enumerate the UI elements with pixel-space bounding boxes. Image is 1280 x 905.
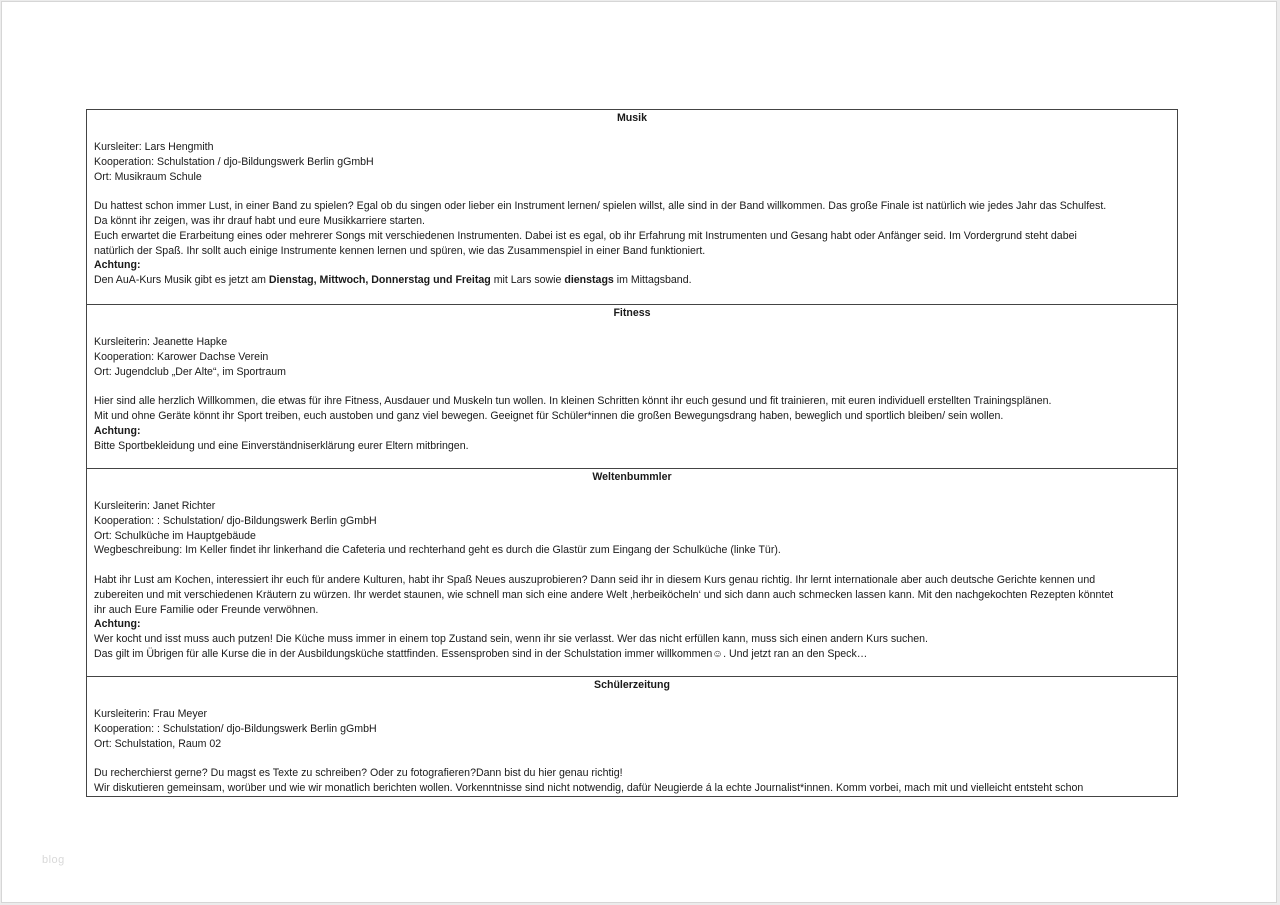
watermark: blog: [42, 854, 65, 866]
course-location: Ort: Jugendclub „Der Alte“, im Sportraum: [94, 365, 286, 378]
note-text: im Mittagsband.: [613, 274, 692, 287]
course-description: Du recherchierst gerne? Du magst es Texte zu schreiben? Oder zu fotografieren?Dann bist du hier genau richtig!: [94, 767, 623, 780]
course-note: [94, 273, 1170, 288]
course-leader: Kursleiter: Lars Hengmith: [94, 141, 214, 153]
course-cooperation: Kooperation: : Schulstation/ djo-Bildungswerk Berlin gGmbH: [94, 514, 377, 527]
section-title: Weltenbummler: [592, 471, 672, 483]
course-table: [86, 109, 1178, 797]
course-section-fitness: [87, 304, 1177, 468]
course-description: natürlich der Spaß. Ihr sollt auch einige Instrumente kennen lernen und spüren, wie das Zusammenspiel in einer Band funktioniert.: [94, 244, 706, 257]
note-day: dienstags: [564, 274, 614, 287]
attention-label: Achtung:: [94, 259, 141, 272]
course-leader: Kursleiterin: Jeanette Hapke: [94, 336, 228, 348]
course-leader: Kursleiterin: Janet Richter: [94, 500, 216, 512]
course-location: Ort: Schulküche im Hauptgebäude: [94, 529, 256, 542]
note-text: Den AuA-Kurs Musik gibt es jetzt am: [94, 274, 269, 287]
course-description: ihr auch Eure Familie oder Freunde verwöhnen.: [94, 603, 319, 616]
note-text: mit Lars sowie: [490, 274, 565, 287]
document-page: [1, 1, 1277, 903]
course-location: Ort: Musikraum Schule: [94, 170, 202, 183]
section-body: [87, 126, 1177, 295]
course-description: Hier sind alle herzlich Willkommen, die etwas für ihre Fitness, Ausdauer und Muskeln tun wollen. In kleinen Schritten könnt ihr euch gesund und fit trainieren, mit euren individuell erstellten Trainingsplänen.: [94, 395, 1052, 408]
course-description: Habt ihr Lust am Kochen, interessiert ihr euch für andere Kulturen, habt ihr Spaß Neues auszuprobieren? Dann seid ihr in diesem Kurs genau richtig. Ihr lernt internationale aber auch deutsche Gerichte kennen und: [94, 573, 1096, 586]
course-directions: Wegbeschreibung: Im Keller findet ihr linkerhand die Cafeteria und rechterhand geht es durch die Glastür zum Eingang der Schulküche (linke Tür).: [94, 544, 781, 557]
course-section-weltenbummler: [87, 468, 1177, 676]
section-title: Musik: [616, 112, 648, 124]
course-location: Ort: Schulstation, Raum 02: [94, 737, 222, 750]
section-title: Schülerzeitung: [594, 679, 670, 691]
course-note: Bitte Sportbekleidung und eine Einverständniserklärung eurer Eltern mitbringen.: [94, 439, 469, 452]
section-body: [87, 485, 1177, 669]
course-description: Euch erwartet die Erarbeitung eines oder mehrerer Songs mit verschiedenen Instrumenten. Dabei ist es egal, ob ihr Erfahrung mit Instrumenten und Gesang habt oder Anfänger seid. Im Vordergrund steht dabei: [94, 229, 1077, 242]
course-description: zubereiten und mit verschiedenen Kräutern zu würzen. Ihr werdet staunen, wie schnell man sich eine andere Welt ‚herbeiköcheln‘ und sich dann auch schmecken lassen kann. Mit den nachgekochten Rezepten könntet: [94, 588, 1114, 601]
course-section-schuelerzeitung: [87, 676, 1177, 796]
course-leader: Kursleiterin: Frau Meyer: [94, 708, 208, 720]
course-note: Wer kocht und isst muss auch putzen! Die Küche muss immer in einem top Zustand sein, wenn ihr sie verlasst. Wer das nicht erfüllen kann, muss sich einen andern Kurs suchen.: [94, 633, 928, 646]
attention-label: Achtung:: [94, 618, 141, 631]
course-cooperation: Kooperation: : Schulstation/ djo-Bildungswerk Berlin gGmbH: [94, 722, 377, 735]
course-description: Du hattest schon immer Lust, in einer Band zu spielen? Egal ob du singen oder lieber ein Instrument lernen/ spielen willst, alle sind in der Band willkommen. Das große Finale ist natürlich wie jedes Jahr das Schulfest.: [94, 200, 1107, 213]
course-description: Da könnt ihr zeigen, was ihr drauf habt und eure Musikkarriere starten.: [94, 214, 425, 227]
course-section-musik: [87, 110, 1177, 304]
section-title: Fitness: [613, 307, 651, 319]
course-cooperation: Kooperation: Schulstation / djo-Bildungswerk Berlin gGmbH: [94, 155, 374, 168]
course-description: Mit und ohne Geräte könnt ihr Sport treiben, euch austoben und ganz viel bewegen. Geeignet für Schüler*innen die großen Bewegungsdrang haben, beweglich und sportlich bleiben/ sein wollen.: [94, 409, 1004, 422]
attention-label: Achtung:: [94, 424, 141, 437]
note-days: Dienstag, Mittwoch, Donnerstag und Freitag: [268, 274, 491, 287]
section-body: [87, 693, 1177, 796]
course-cooperation: Kooperation: Karower Dachse Verein: [94, 350, 269, 363]
course-description: Wir diskutieren gemeinsam, worüber und wie wir monatlich berichten wollen. Vorkenntnisse sind nicht notwendig, dafür Neugierde á la echte Journalist*innen. Komm vorbei, mach mit und vielleicht entsteht schon: [94, 781, 1084, 794]
course-note: Das gilt im Übrigen für alle Kurse die in der Ausbildungsküche stattfinden. Essensproben sind in der Schulstation immer willkommen☺. Und jetzt ran an den Speck…: [94, 647, 868, 660]
section-body: [87, 321, 1177, 460]
